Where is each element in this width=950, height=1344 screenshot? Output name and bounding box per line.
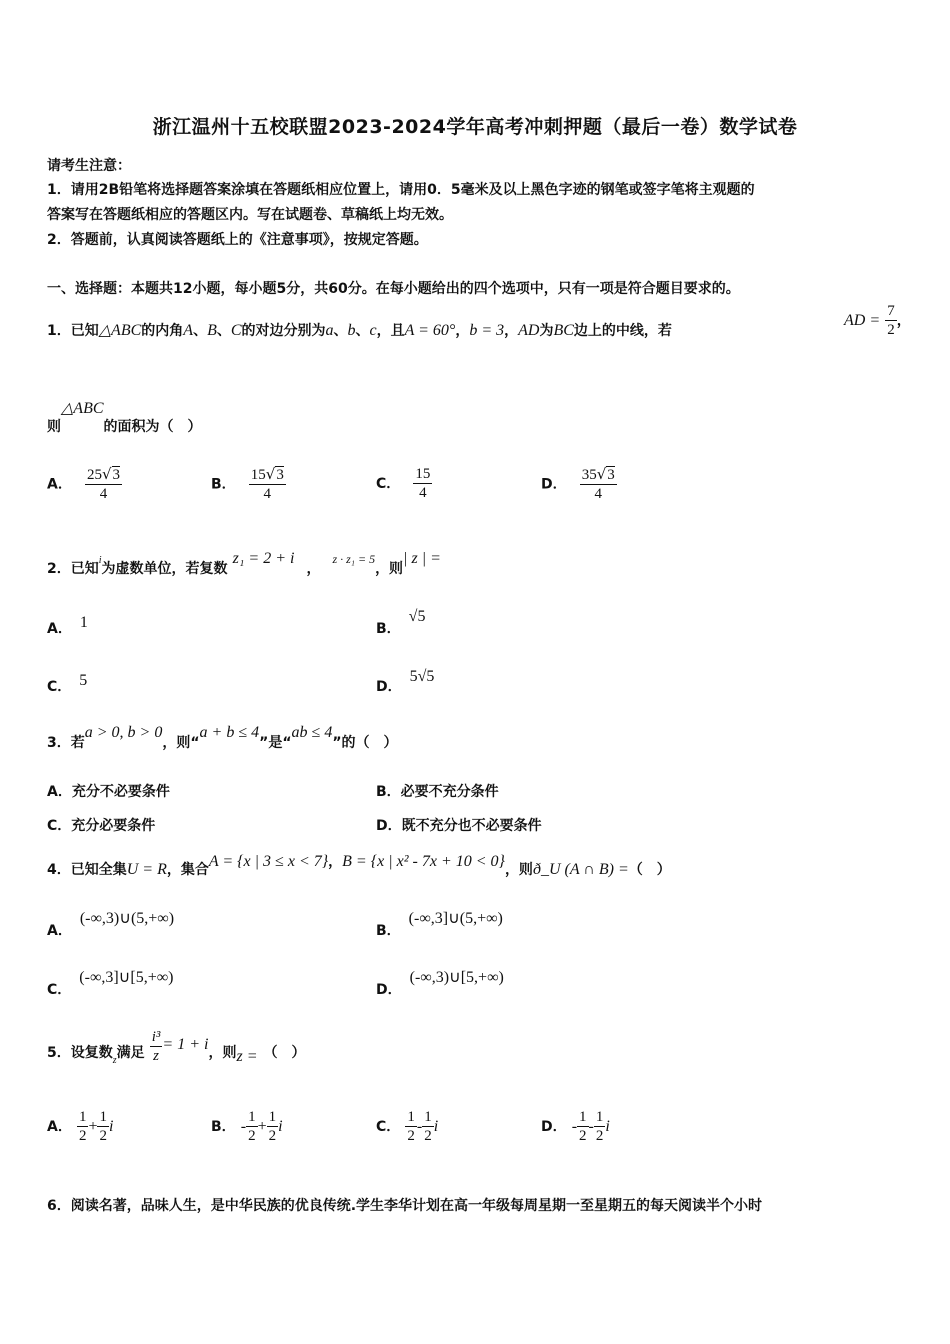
option-label: D．: [376, 679, 402, 695]
fraction-den: 2: [78, 1128, 87, 1144]
q2-text-2: 为虚数单位，若复数: [101, 561, 228, 577]
option-value: 5: [79, 672, 88, 689]
fraction-den: 2: [579, 1128, 587, 1144]
fraction-den: 2: [595, 1128, 604, 1144]
q3-text-3: ”是“: [259, 735, 292, 751]
option-label: C．: [47, 679, 72, 695]
fraction-num: 1: [579, 1109, 587, 1125]
fraction-den: 2: [424, 1128, 432, 1144]
question-2-stem: [47, 548, 441, 577]
q1-comma-1: ，: [455, 323, 470, 339]
q3-q: ab ≤ 4: [291, 724, 333, 741]
q1-angle-c: C: [230, 322, 242, 339]
question-6-stem: 6．阅读名著，品味人生，是中华民族的优良传统.学生李华计划在高一年级每周星期一至星期五的每天阅读半个小时: [47, 1198, 763, 1214]
denominator: 4: [594, 486, 602, 502]
q1-triangle: △ABC: [98, 322, 142, 339]
option-text: 必要不充分条件: [400, 784, 499, 800]
q1-then: 则: [47, 419, 61, 435]
denominator: 4: [263, 486, 272, 502]
math-symbol: i: [108, 1118, 114, 1135]
q1-sep-2: 、: [216, 323, 231, 339]
q2-option-a[interactable]: [47, 612, 88, 637]
q1-option-a[interactable]: [47, 465, 122, 503]
q2-option-b[interactable]: [376, 606, 426, 637]
q1-bc: BC: [553, 322, 574, 339]
q5-text-1: 5．设复数: [47, 1045, 113, 1061]
coef: 15: [250, 467, 266, 483]
q4-option-d[interactable]: [376, 967, 504, 998]
option-text: 充分不必要条件: [71, 784, 170, 800]
q3-p: a + b ≤ 4: [199, 724, 260, 741]
q4-comma: ，: [328, 854, 343, 870]
option-value: (-∞,3]∪[5,+∞): [79, 969, 174, 986]
fraction-num: 1: [595, 1109, 604, 1125]
page-title: 浙江温州十五校联盟2023-2024学年高考冲刺押题（最后一卷）数学试卷: [152, 116, 798, 138]
option-label: B．: [376, 621, 401, 637]
q5-ask: z =: [236, 1048, 258, 1065]
q2-option-d[interactable]: [376, 666, 435, 695]
fraction: [594, 1108, 606, 1145]
q1-text-6: 边上的中线，若: [573, 323, 672, 339]
q1-side-b: b: [347, 322, 356, 339]
denominator: 4: [419, 485, 427, 501]
question-1-stem: [47, 320, 672, 340]
option-label: A．: [47, 476, 72, 493]
fraction-den: 2: [268, 1128, 277, 1144]
q4-text-1: 4．已知全集: [47, 862, 127, 878]
q4-universe: U = R: [126, 861, 167, 878]
sqrt-symbol: √: [101, 465, 112, 483]
q4-text-4: （ ）: [628, 862, 671, 878]
q1-ad-den: 2: [887, 322, 895, 338]
q3-option-d[interactable]: [376, 815, 542, 835]
option-value: √5: [408, 608, 426, 625]
q5-text-4: （ ）: [263, 1045, 306, 1061]
q1-sep-1: 、: [193, 323, 208, 339]
fraction-num: 1: [424, 1109, 432, 1125]
fraction-num: 1: [248, 1109, 256, 1125]
option-label: A．: [47, 923, 72, 939]
option-label: B．: [211, 1119, 236, 1135]
q4-option-b[interactable]: [376, 908, 503, 939]
q1-text-1: 1．已知: [47, 323, 99, 339]
option-fraction: [249, 465, 286, 503]
section-heading: 一、选择题：本题共12小题，每小题5分，共60分。在每小题给出的四个选项中，只有一项是符合题目要求的。: [47, 281, 740, 297]
math-symbol: -: [416, 1118, 423, 1135]
option-value: (-∞,3]∪(5,+∞): [408, 910, 503, 927]
fraction: [77, 1108, 89, 1145]
option-label: B．: [211, 476, 236, 493]
fraction-den: 2: [248, 1128, 256, 1144]
q4-text-2: ，集合: [166, 862, 209, 878]
q1-ad-value: [844, 302, 911, 339]
option-label: B．: [376, 923, 401, 939]
q1-ad-eq: AD =: [844, 312, 881, 329]
math-symbol: i: [433, 1118, 439, 1135]
q1-side-c: c: [369, 322, 377, 339]
q5-option-b[interactable]: [211, 1108, 283, 1145]
q5-option-d[interactable]: [541, 1108, 610, 1145]
option-value: (-∞,3)∪[5,+∞): [409, 969, 504, 986]
q1-sep-3: 、: [333, 323, 348, 339]
q1-option-c[interactable]: [376, 465, 432, 502]
question-5-stem: [47, 1028, 306, 1065]
fraction-den: 2: [407, 1128, 415, 1144]
fraction-den: 2: [99, 1128, 107, 1144]
fraction-num: 1: [268, 1109, 277, 1125]
option-label: D．: [376, 982, 402, 998]
q2-text-3: ，则: [375, 561, 404, 577]
radicand: 3: [276, 467, 284, 483]
question-4-stem: [47, 851, 671, 878]
fraction-part: [580, 465, 617, 485]
q1-end: ，: [896, 313, 911, 329]
q1-cond-1: A = 60°: [404, 322, 456, 339]
q3-option-b[interactable]: [376, 781, 499, 801]
q2-product: z · z₁ = 5: [332, 552, 376, 566]
q4-complement: ð_U (A ∩ B) =: [532, 861, 629, 878]
q5-option-c[interactable]: [376, 1108, 438, 1145]
option-fraction: [85, 465, 122, 503]
q1-angle-a: A: [183, 322, 194, 339]
q3-option-a[interactable]: [47, 781, 170, 801]
fraction-num: 1: [407, 1109, 415, 1125]
q2-z1: z₁ = 2 + i: [232, 550, 295, 567]
q1-sep-4: 、: [355, 323, 370, 339]
q2-abs: | z | =: [403, 550, 441, 567]
q3-option-c[interactable]: [47, 815, 155, 835]
q3-condition: a > 0, b > 0: [84, 724, 163, 741]
q2-text-1: 2．已知: [47, 561, 99, 577]
option-label: A．: [47, 621, 72, 637]
option-text: 既不充分也不必要条件: [401, 818, 542, 834]
fraction: [97, 1108, 109, 1145]
q5-fraction: [150, 1028, 163, 1065]
radicand: 3: [607, 467, 615, 483]
q1-text-2: 的内角: [141, 323, 184, 339]
fraction: [422, 1108, 434, 1145]
q1-ad-num: 7: [887, 303, 895, 319]
fraction: [246, 1108, 258, 1145]
option-label: A．: [47, 784, 72, 800]
option-label: D．: [541, 476, 567, 493]
q3-text-2: ，则“: [162, 735, 200, 751]
option-label: C．: [47, 818, 72, 834]
q1-text-3: 的对边分别为: [241, 323, 326, 339]
fraction-num: 1: [99, 1109, 107, 1125]
option-label: C．: [47, 982, 72, 998]
notice-heading: 请考生注意：: [47, 158, 131, 174]
option-label: D．: [541, 1119, 567, 1135]
q5-text-2: 满足: [116, 1045, 145, 1061]
coef: 35: [581, 467, 597, 483]
q4-option-a[interactable]: [47, 908, 175, 939]
option-label: C．: [376, 1119, 401, 1135]
notice-line-2: 答案写在答题纸相应的答题区内。写在试题卷、草稿纸上均无效。: [47, 207, 453, 223]
option-label: C．: [376, 476, 401, 492]
math-symbol: -: [240, 1118, 247, 1135]
question-3-stem: [47, 722, 398, 751]
math-symbol: +: [257, 1118, 267, 1135]
fraction-part: [249, 465, 286, 485]
q4-text-3: ，则: [504, 862, 533, 878]
option-fraction: [580, 465, 617, 503]
q5-fraction-den: z: [153, 1048, 159, 1064]
q1-text-4: ，且: [376, 323, 405, 339]
option-value: (-∞,3)∪(5,+∞): [79, 910, 175, 927]
notice-line-1: 1．请用2B铅笔将选择题答案涂填在答题纸相应位置上，请用0．5毫米及以上黑色字迹的钢笔或签字笔将主观题的: [47, 182, 755, 198]
math-symbol: +: [88, 1118, 98, 1135]
math-symbol: i: [278, 1118, 283, 1135]
fraction: [577, 1108, 589, 1145]
option-label: B．: [376, 784, 401, 800]
option-text: 充分必要条件: [71, 818, 156, 834]
q3-text-1: 3．若: [47, 735, 85, 751]
q1-comma-2: ，: [504, 323, 519, 339]
q3-text-4: ”的（ ）: [332, 735, 398, 751]
q1-ask: 的面积为（ ）: [103, 419, 202, 435]
q1-cond-2: b = 3: [469, 322, 505, 339]
q5-z: z: [112, 1055, 117, 1066]
fraction: [267, 1108, 279, 1145]
q2-option-c[interactable]: [47, 670, 88, 695]
q2-comma: ，: [306, 561, 321, 577]
q1-text-5: 为: [539, 323, 554, 339]
q1-angle-b: B: [207, 322, 217, 339]
q2-i: i: [98, 555, 102, 566]
sqrt-symbol: √: [265, 465, 276, 483]
radicand: 3: [112, 467, 120, 483]
q1-triangle-2: △ABC: [61, 400, 104, 417]
fraction-part: [85, 465, 122, 485]
option-value: 5√5: [409, 668, 435, 685]
math-symbol: -: [571, 1118, 578, 1135]
coef: 25: [86, 467, 102, 483]
fraction: [405, 1108, 417, 1145]
notice-line-3: 2．答题前，认真阅读答题纸上的《注意事项》，按规定答题。: [47, 232, 428, 248]
q5-fraction-num: i³: [151, 1029, 161, 1045]
math-symbol: -: [588, 1118, 594, 1135]
fraction-num: 1: [78, 1109, 87, 1125]
denominator: 4: [99, 486, 108, 502]
q4-option-c[interactable]: [47, 967, 174, 998]
q5-text-3: ，则: [208, 1045, 237, 1061]
q1-side-a: a: [325, 322, 334, 339]
question-1-ask: [47, 398, 202, 435]
q1-ad-fraction: [885, 302, 897, 339]
option-label: D．: [376, 818, 402, 834]
option-label: A．: [47, 1119, 72, 1135]
q4-set-a: A = {x | 3 ≤ x < 7}: [208, 853, 329, 870]
math-symbol: i: [605, 1118, 610, 1135]
q5-rhs: = 1 + i: [162, 1036, 209, 1053]
q4-set-b: B = {x | x² - 7x + 10 < 0}: [342, 853, 505, 870]
option-fraction: [413, 465, 432, 502]
q1-option-b[interactable]: [211, 465, 286, 503]
q1-option-d[interactable]: [541, 465, 617, 503]
coef: 15: [415, 466, 431, 482]
option-value: 1: [79, 614, 88, 631]
q1-ad: AD: [518, 322, 540, 339]
sqrt-symbol: √: [596, 465, 607, 483]
q5-option-a[interactable]: [47, 1108, 113, 1145]
